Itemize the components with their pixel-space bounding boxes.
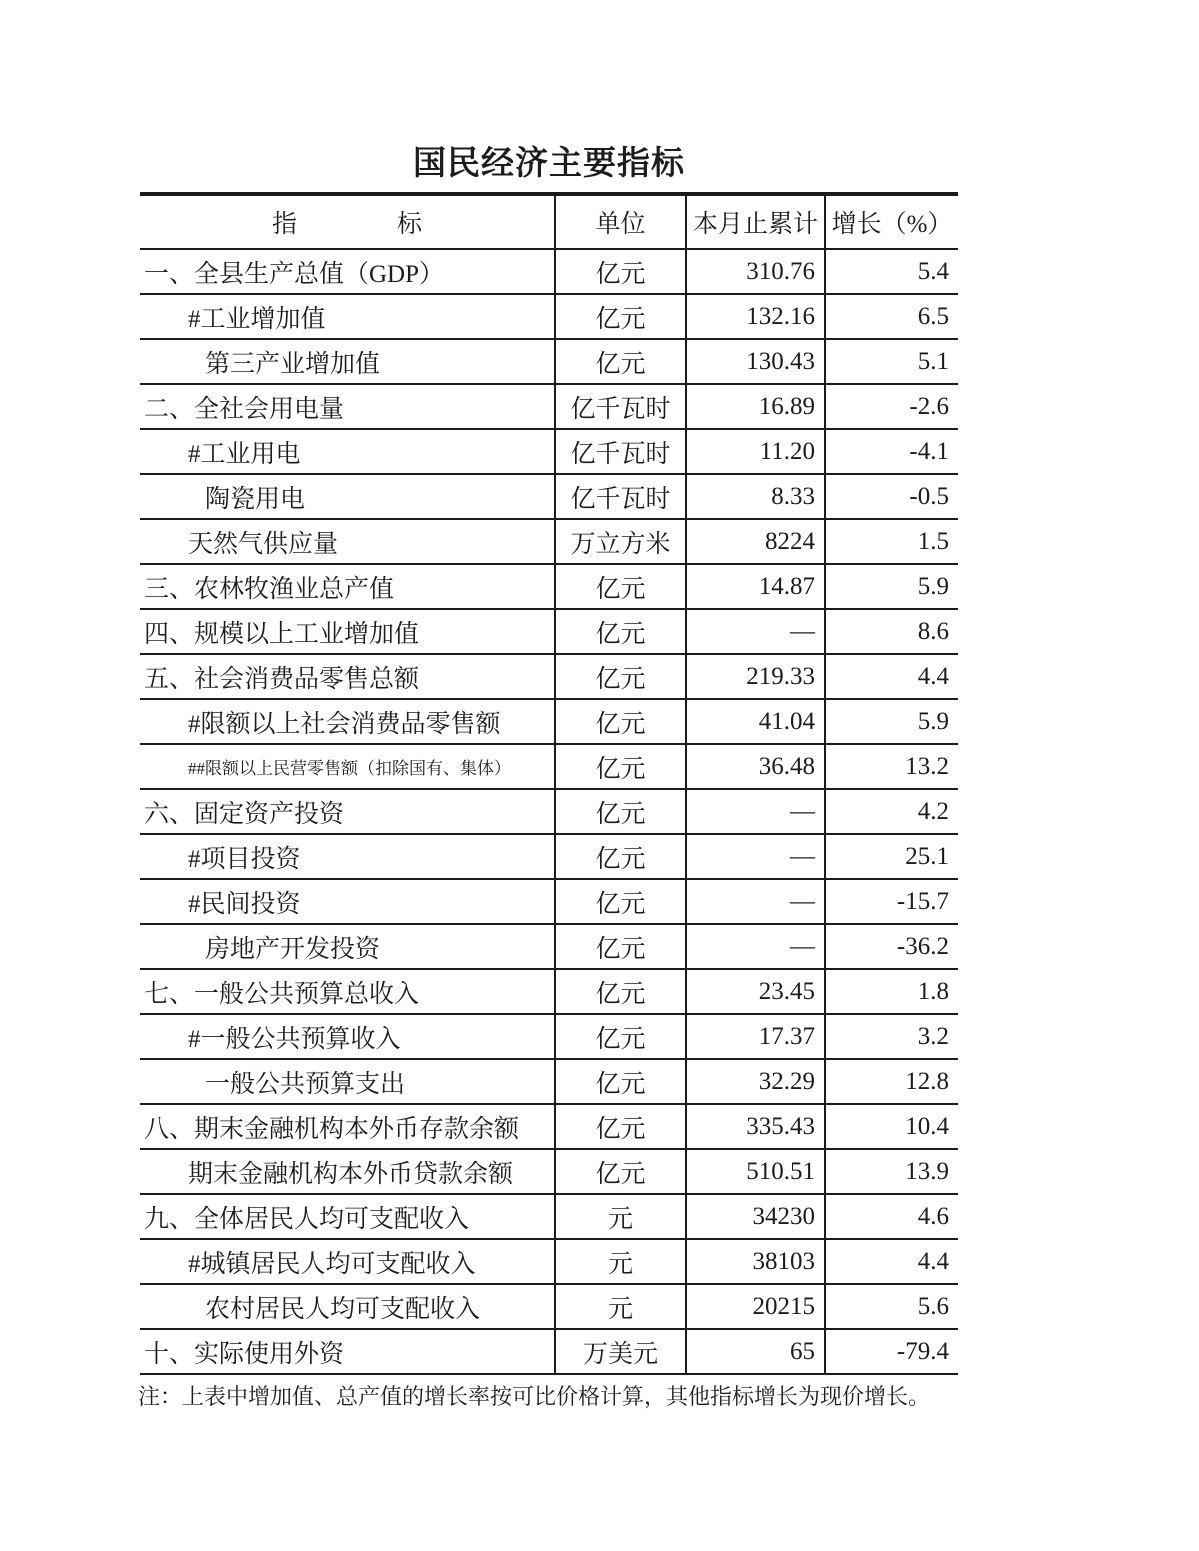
growth-cell: 4.6 xyxy=(825,1194,958,1239)
growth-cell: 25.1 xyxy=(825,834,958,879)
indicator-cell: 十、实际使用外资 xyxy=(140,1329,555,1374)
cumulative-cell: 36.48 xyxy=(686,744,825,789)
indicator-cell: 期末金融机构本外币贷款余额 xyxy=(140,1149,555,1194)
cumulative-cell: — xyxy=(686,879,825,924)
table-row xyxy=(140,654,958,699)
growth-cell: 8.6 xyxy=(825,609,958,654)
indicator-cell: #限额以上社会消费品零售额 xyxy=(140,699,555,744)
indicator-cell: 一般公共预算支出 xyxy=(140,1059,555,1104)
growth-cell: 1.5 xyxy=(825,519,958,564)
table-row xyxy=(140,1329,958,1374)
indicator-cell: 八、期末金融机构本外币存款余额 xyxy=(140,1104,555,1149)
growth-cell: 5.9 xyxy=(825,699,958,744)
indicator-cell: 农村居民人均可支配收入 xyxy=(140,1284,555,1329)
table-row xyxy=(140,249,958,294)
growth-cell: 3.2 xyxy=(825,1014,958,1059)
unit-cell: 亿元 xyxy=(555,1059,686,1104)
table-body xyxy=(140,249,958,1374)
indicator-cell: 九、全体居民人均可支配收入 xyxy=(140,1194,555,1239)
header-growth: 增长（%） xyxy=(825,194,958,249)
table-row xyxy=(140,564,958,609)
page-title: 国民经济主要指标 xyxy=(413,144,685,181)
unit-cell: 亿元 xyxy=(555,924,686,969)
table-row xyxy=(140,969,958,1014)
cumulative-cell: 41.04 xyxy=(686,699,825,744)
growth-cell: 13.9 xyxy=(825,1149,958,1194)
table-row xyxy=(140,1149,958,1194)
table-row xyxy=(140,1284,958,1329)
unit-cell: 亿元 xyxy=(555,744,686,789)
indicator-cell: 第三产业增加值 xyxy=(140,339,555,384)
growth-cell: -4.1 xyxy=(825,429,958,474)
indicators-table xyxy=(140,192,958,1375)
table-row xyxy=(140,1104,958,1149)
growth-cell: 4.4 xyxy=(825,1239,958,1284)
cumulative-cell: — xyxy=(686,609,825,654)
table-row xyxy=(140,789,958,834)
table-row xyxy=(140,384,958,429)
cumulative-cell: 16.89 xyxy=(686,384,825,429)
table-row xyxy=(140,1059,958,1104)
cumulative-cell: 32.29 xyxy=(686,1059,825,1104)
table-row xyxy=(140,1194,958,1239)
unit-cell: 亿元 xyxy=(555,294,686,339)
indicator-cell: #项目投资 xyxy=(140,834,555,879)
unit-cell: 亿元 xyxy=(555,339,686,384)
indicator-cell: 一、全县生产总值（GDP） xyxy=(140,249,555,294)
unit-cell: 亿元 xyxy=(555,879,686,924)
cumulative-cell: — xyxy=(686,789,825,834)
cumulative-cell: 38103 xyxy=(686,1239,825,1284)
table-row xyxy=(140,294,958,339)
table-row xyxy=(140,744,958,789)
unit-cell: 亿元 xyxy=(555,789,686,834)
unit-cell: 元 xyxy=(555,1239,686,1284)
unit-cell: 万立方米 xyxy=(555,519,686,564)
growth-cell: 5.4 xyxy=(825,249,958,294)
header-row xyxy=(140,194,958,249)
cumulative-cell: 65 xyxy=(686,1329,825,1374)
table-row xyxy=(140,519,958,564)
indicator-cell: 陶瓷用电 xyxy=(140,474,555,519)
unit-cell: 亿元 xyxy=(555,609,686,654)
indicator-cell: 四、规模以上工业增加值 xyxy=(140,609,555,654)
unit-cell: 亿千瓦时 xyxy=(555,429,686,474)
header-indicator: 指 标 xyxy=(140,194,555,249)
table-row xyxy=(140,1239,958,1284)
indicator-cell: #民间投资 xyxy=(140,879,555,924)
indicator-cell: #工业增加值 xyxy=(140,294,555,339)
cumulative-cell: 130.43 xyxy=(686,339,825,384)
cumulative-cell: 8.33 xyxy=(686,474,825,519)
growth-cell: 13.2 xyxy=(825,744,958,789)
unit-cell: 元 xyxy=(555,1194,686,1239)
indicator-cell: 五、社会消费品零售总额 xyxy=(140,654,555,699)
unit-cell: 亿元 xyxy=(555,699,686,744)
unit-cell: 亿元 xyxy=(555,654,686,699)
cumulative-cell: 14.87 xyxy=(686,564,825,609)
table-row xyxy=(140,609,958,654)
unit-cell: 亿元 xyxy=(555,249,686,294)
unit-cell: 亿元 xyxy=(555,564,686,609)
cumulative-cell: 8224 xyxy=(686,519,825,564)
cumulative-cell: 132.16 xyxy=(686,294,825,339)
indicator-cell: ##限额以上民营零售额（扣除国有、集体） xyxy=(140,744,555,789)
growth-cell: 5.6 xyxy=(825,1284,958,1329)
header-unit: 单位 xyxy=(555,194,686,249)
cumulative-cell: 335.43 xyxy=(686,1104,825,1149)
table-row xyxy=(140,339,958,384)
growth-cell: 10.4 xyxy=(825,1104,958,1149)
unit-cell: 亿元 xyxy=(555,1014,686,1059)
cumulative-cell: 510.51 xyxy=(686,1149,825,1194)
indicator-cell: 房地产开发投资 xyxy=(140,924,555,969)
indicator-cell: #工业用电 xyxy=(140,429,555,474)
table-row xyxy=(140,834,958,879)
growth-cell: -79.4 xyxy=(825,1329,958,1374)
table-row xyxy=(140,474,958,519)
unit-cell: 亿元 xyxy=(555,834,686,879)
cumulative-cell: 310.76 xyxy=(686,249,825,294)
growth-cell: -0.5 xyxy=(825,474,958,519)
indicator-cell: 六、固定资产投资 xyxy=(140,789,555,834)
unit-cell: 亿千瓦时 xyxy=(555,474,686,519)
table-row xyxy=(140,429,958,474)
growth-cell: 4.2 xyxy=(825,789,958,834)
cumulative-cell: 11.20 xyxy=(686,429,825,474)
unit-cell: 万美元 xyxy=(555,1329,686,1374)
table-row xyxy=(140,879,958,924)
header-cumulative: 本月止累计 xyxy=(686,194,825,249)
unit-cell: 亿千瓦时 xyxy=(555,384,686,429)
cumulative-cell: 219.33 xyxy=(686,654,825,699)
growth-cell: 12.8 xyxy=(825,1059,958,1104)
growth-cell: -2.6 xyxy=(825,384,958,429)
indicator-cell: #城镇居民人均可支配收入 xyxy=(140,1239,555,1284)
unit-cell: 亿元 xyxy=(555,1149,686,1194)
growth-cell: 5.1 xyxy=(825,339,958,384)
indicator-cell: 天然气供应量 xyxy=(140,519,555,564)
footnote: 注：上表中增加值、总产值的增长率按可比价格计算，其他指标增长为现价增长。 xyxy=(138,1384,931,1409)
cumulative-cell: — xyxy=(686,834,825,879)
unit-cell: 亿元 xyxy=(555,969,686,1014)
table-row xyxy=(140,924,958,969)
indicator-cell: 七、一般公共预算总收入 xyxy=(140,969,555,1014)
cumulative-cell: 17.37 xyxy=(686,1014,825,1059)
table-row xyxy=(140,1014,958,1059)
growth-cell: -15.7 xyxy=(825,879,958,924)
growth-cell: 6.5 xyxy=(825,294,958,339)
cumulative-cell: — xyxy=(686,924,825,969)
indicator-cell: 二、全社会用电量 xyxy=(140,384,555,429)
cumulative-cell: 34230 xyxy=(686,1194,825,1239)
growth-cell: 5.9 xyxy=(825,564,958,609)
table-row xyxy=(140,699,958,744)
indicator-cell: #一般公共预算收入 xyxy=(140,1014,555,1059)
growth-cell: 1.8 xyxy=(825,969,958,1014)
cumulative-cell: 20215 xyxy=(686,1284,825,1329)
cumulative-cell: 23.45 xyxy=(686,969,825,1014)
unit-cell: 元 xyxy=(555,1284,686,1329)
indicator-cell: 三、农林牧渔业总产值 xyxy=(140,564,555,609)
unit-cell: 亿元 xyxy=(555,1104,686,1149)
growth-cell: -36.2 xyxy=(825,924,958,969)
growth-cell: 4.4 xyxy=(825,654,958,699)
